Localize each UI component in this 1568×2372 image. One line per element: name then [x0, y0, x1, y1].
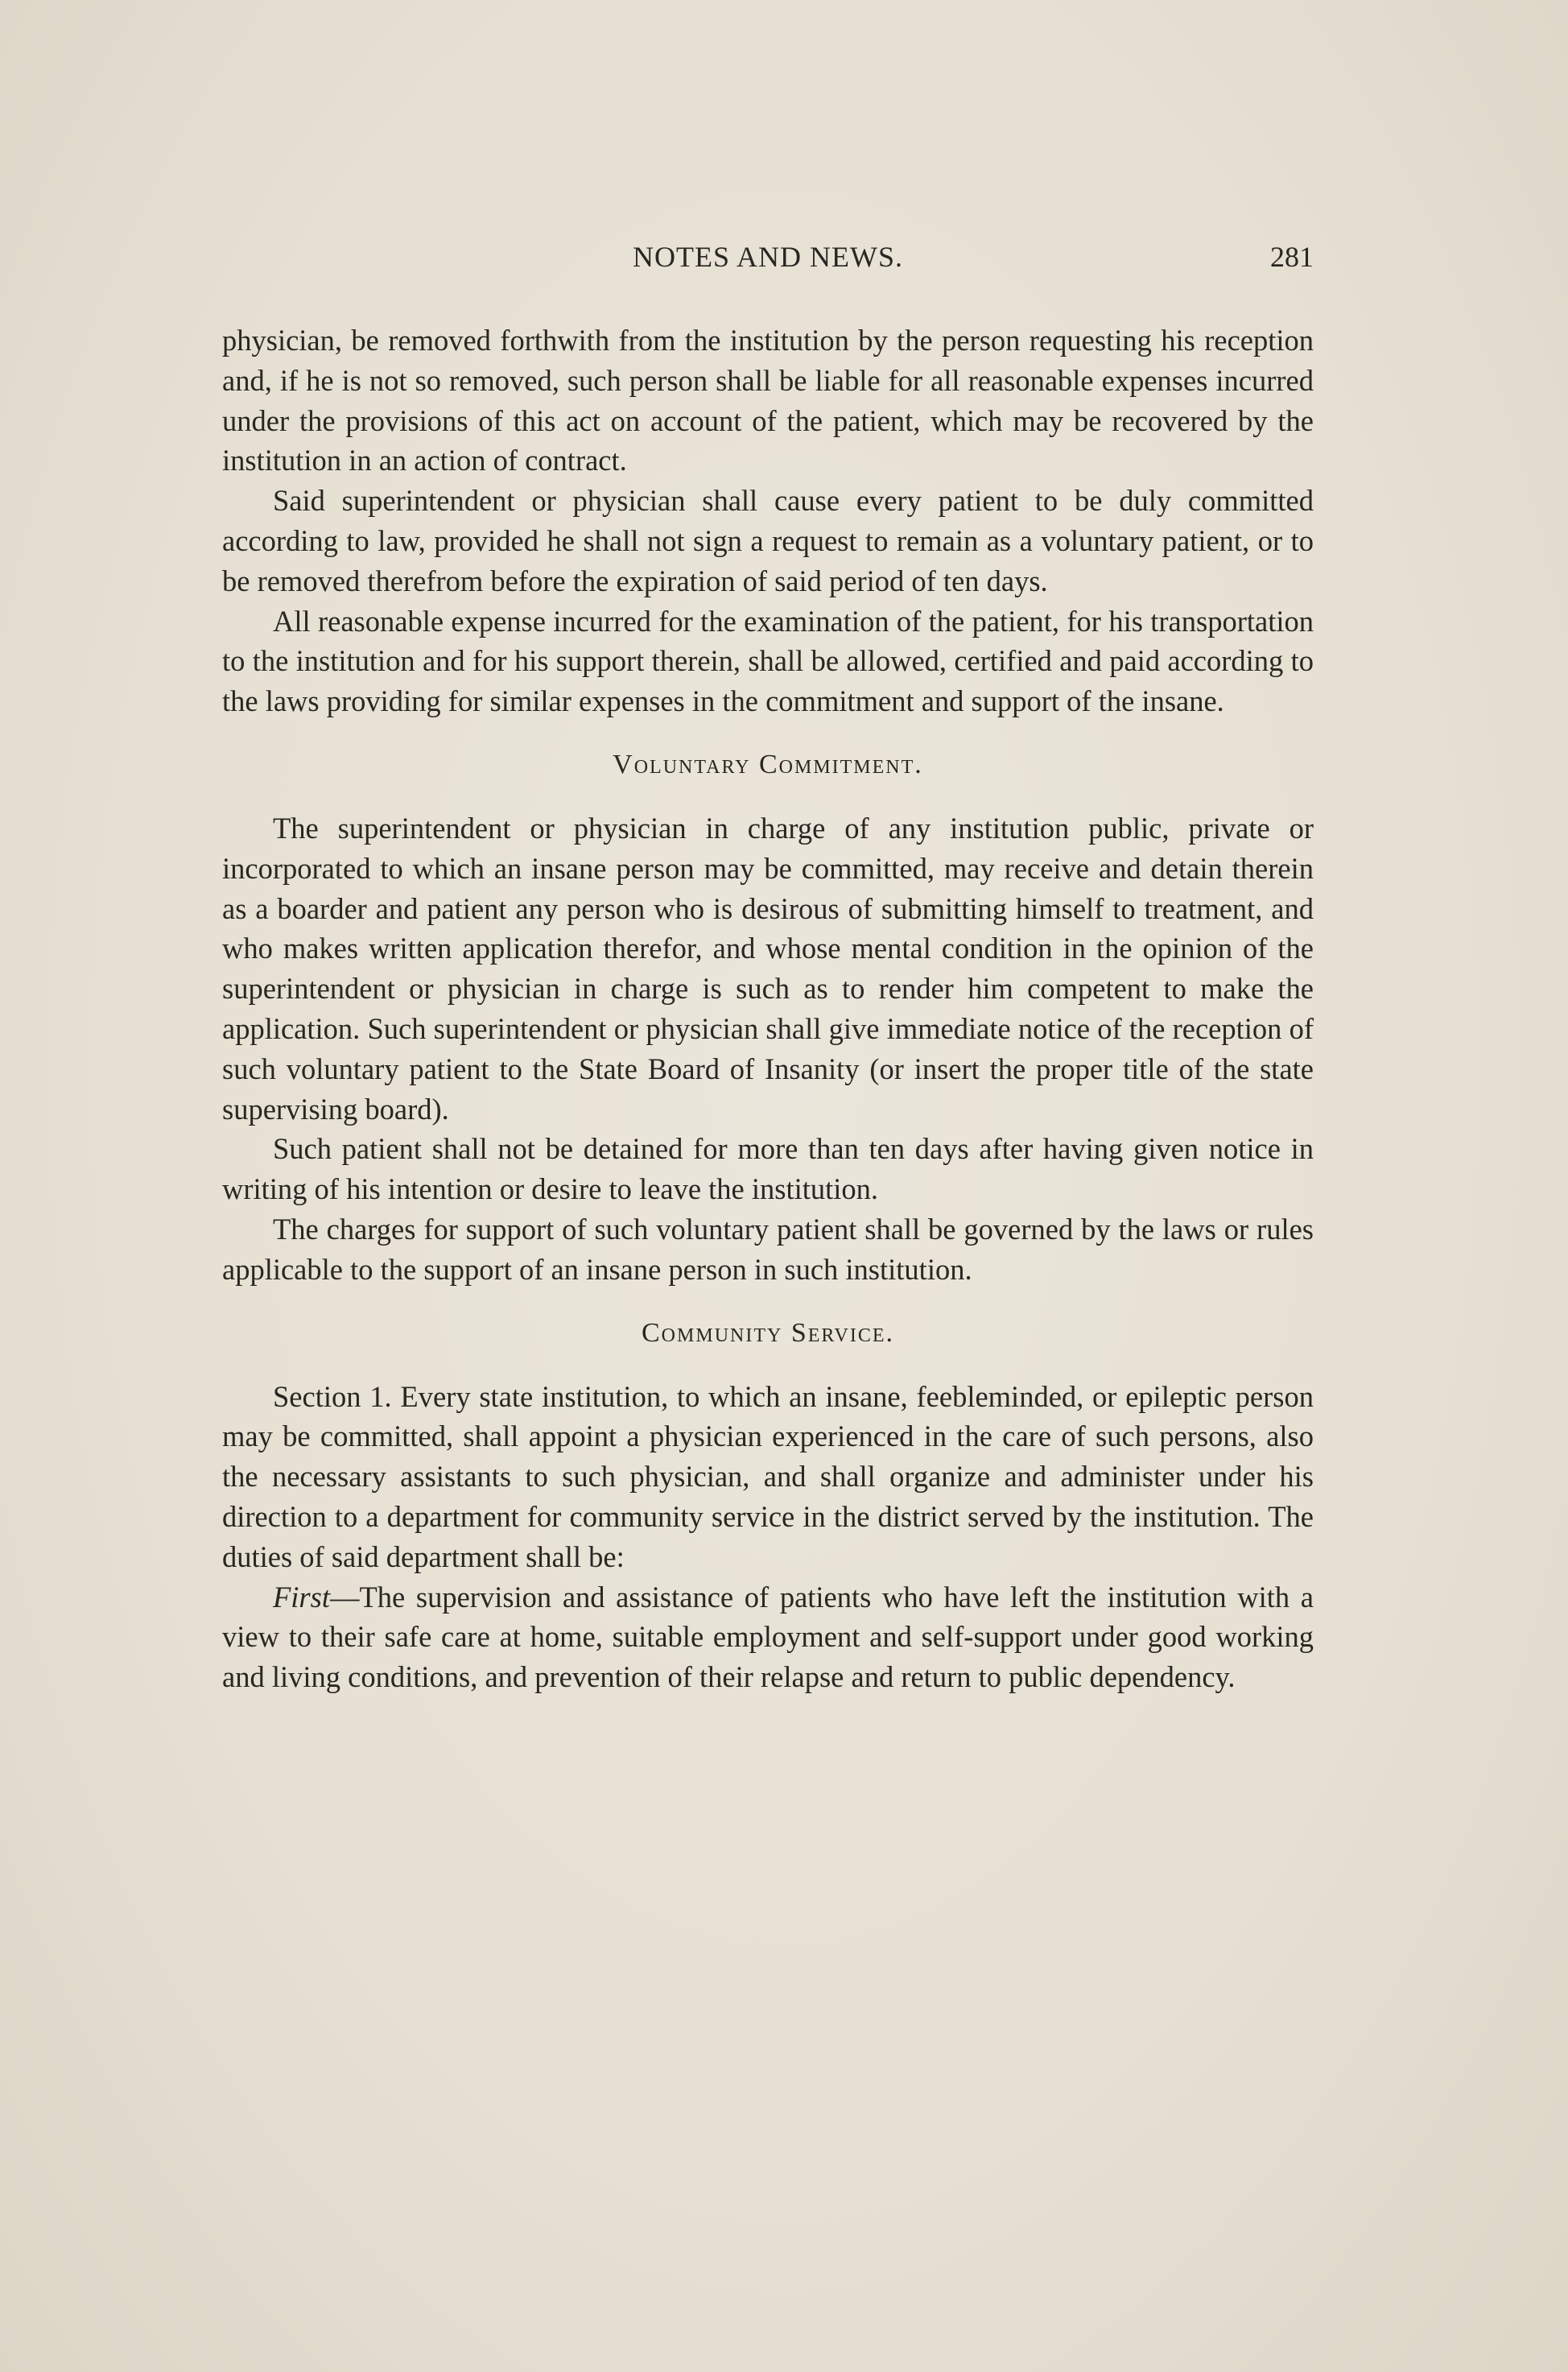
paragraph: physician, be removed forthwith from the institution by the person requesting his reception and, if he is not so removed, such person shall be liable for all reasonable expenses incurred under the provisions of this act on account of the patient, which may be recovered by the institution in an action of contract.	[222, 324, 1314, 477]
section-heading-voluntary-commitment: Voluntary Commitment.	[613, 749, 923, 779]
page-header	[222, 240, 1314, 279]
paragraph: All reasonable expense incurred for the examination of the patient, for his transportation to the institution and for his support therein, shall be allowed, certified and paid according to the laws providing for similar expenses in the commitment and support of the insane.	[222, 604, 1314, 718]
paragraph: The superintendent or physician in charge of any institution public, private or incorporated to which an insane person may be committed, may receive and detain therein as a boarder and patient any person who is desirous of submitting himself to treatment, and who makes written application therefor, and whose mental condition in the opinion of the superintendent or physician in charge is such as to render him competent to make the application. Such superintendent or physician shall give immediate notice of the reception of such voluntary patient to the State Board of Insanity (or insert the proper title of the state supervising board).	[222, 811, 1314, 1126]
paragraph: Such patient shall not be detained for more than ten days after having given notice in writing of his intention or desire to leave the institution.	[222, 1132, 1314, 1206]
section-heading-community-service: Community Service.	[642, 1317, 894, 1348]
paragraph: Section 1. Every state institution, to which an insane, feebleminded, or epileptic person may be committed, shall appoint a physician experienced in the care of such persons, also the necessary assistants to such physician, and shall organize and administer under his direction to a department for community service in the district served by the institution. The duties of said department shall be:	[222, 1379, 1314, 1573]
italic-label: First	[273, 1580, 330, 1614]
body-text	[222, 320, 1314, 1697]
paragraph	[222, 1577, 1314, 1697]
running-title: NOTES AND NEWS.	[633, 241, 903, 273]
paragraph: Said superintendent or physician shall cause every patient to be duly committed according to law, provided he shall not sign a request to remain as a voluntary patient, or to be removed therefrom before the expiration of said period of ten days.	[222, 484, 1314, 597]
paragraph: The charges for support of such voluntary patient shall be governed by the laws or rules applicable to the support of an insane person in such institution.	[222, 1212, 1314, 1286]
paragraph-text: —The supervision and assistance of patients who have left the institution with a view to their safe care at home, suitable employment and self-support under good working and living conditions, and prevention of their relapse and return to public dependency.	[222, 1580, 1314, 1694]
page-number: 281	[1270, 241, 1314, 273]
